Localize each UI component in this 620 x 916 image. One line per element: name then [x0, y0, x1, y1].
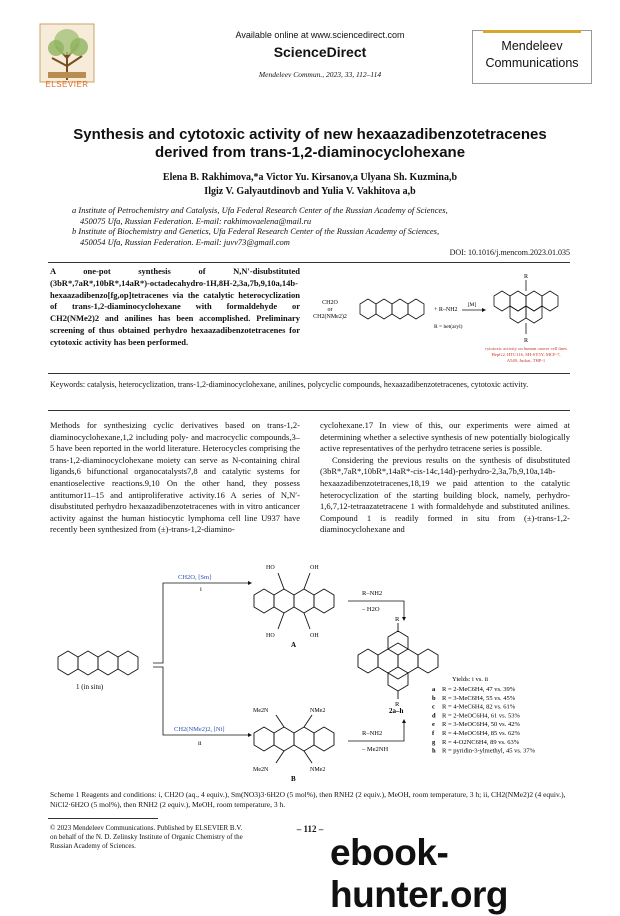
- product-label-r-bottom: R: [395, 701, 400, 708]
- toc-arrowhead: [482, 308, 486, 312]
- body-right-paragraph2: Considering the previous results on the synthesis of disubstituted (3bR*,7aR*,10bR*,14aR*-cis-14c,14d)-perhydro-2,3a,7b,9,10a,14b-hexaazadibenzotetracenes,18,19 we paid attention to the catalytic heterocyclization of the starting building block, namely, perhydro-1,6,7,12-tetraazatetracene 1 with formaldehyde and substituted anilines. Compound 1 is readily formed in situ from (±)-trans-1,2-diaminocyclohexane and: [320, 454, 570, 535]
- affiliation-a-line2[interactable]: 450075 Ufa, Russian Federation. E-mail: rakhimovaelena@mail.ru: [80, 216, 312, 226]
- toc-reactant-structure: [360, 299, 424, 319]
- B-label-me2n-bottom: Me2N: [253, 767, 269, 773]
- step-a-loss: – H2O: [362, 606, 380, 613]
- graphical-abstract: [310, 266, 572, 370]
- yield-key: g: [432, 738, 436, 746]
- A-label-ho-bottom: HO: [266, 633, 275, 639]
- copyright-footer: [50, 824, 250, 851]
- condition-ii-reagent: CH2(NMe2)2, [Ni]: [174, 726, 225, 733]
- yield-entry: R = pyridin-3-ylmethyl, 45 vs. 37%: [442, 747, 536, 755]
- branch-line-ii: [153, 667, 248, 735]
- toc-activity-line3: A549, Jurkat, THP-1: [506, 358, 546, 363]
- toc-product-structure: [494, 280, 558, 334]
- scheme-caption: Scheme 1 Reagents and conditions: i, CH2O (aq., 4 equiv.), Sm(NO3)3·6H2O (5 mol%), then RNH2 (2 equiv.), MeOH, room temperature, 3 h; ii, CH2(NMe2)2 (4 equiv.), NiCl2·6H2O (5 mol%), then RNH2 (2 equiv.), MeOH, room temperature, 3 h.: [50, 790, 566, 809]
- toc-label-r-bottom: R: [524, 338, 529, 344]
- condition-i-reagent: CH2O, [Sm]: [178, 574, 212, 581]
- toc-catalyst: [M]: [467, 302, 477, 308]
- journal-name-box: [472, 30, 592, 84]
- yield-entry: R = 4-MeOC6H4, 85 vs. 62%: [442, 730, 520, 737]
- journal-name-line1: Mendeleev: [501, 39, 563, 53]
- yield-entry: R = 2-MeOC6H4, 61 vs. 53%: [442, 712, 520, 720]
- step-b-loss: – Me2NH: [362, 746, 389, 753]
- article-title: [40, 126, 580, 162]
- arrowhead-from-A: [402, 617, 406, 621]
- yield-key: a: [432, 686, 436, 693]
- authors-line1: Elena B. Rakhimova,*a Victor Yu. Kirsanov,a Ulyana Sh. Kuzmina,b: [162, 172, 458, 183]
- product-2-structure: [358, 623, 438, 699]
- keywords: Keywords: catalysis, heterocyclization, trans-1,2-diaminocyclohexane, anilines, polycyclic compounds, hexaazadibenzotetracenes, cytotoxic activity.: [50, 380, 529, 389]
- title-line2: derived from trans-1,2-diaminocyclohexane: [154, 144, 466, 161]
- branch-line-i: [153, 583, 248, 663]
- authors-line2: Ilgiz V. Galyautdinovb and Yulia V. Vakhitova a,b: [204, 186, 416, 197]
- toc-reagent1: CH2O: [322, 300, 338, 306]
- body-left-column: [50, 420, 300, 536]
- body-right-paragraph1: cyclohexane.17 In view of this, our experiments were aimed at determining whether a selective synthesis of new potentially biologically active representatives of the perhydro tetracene series is possible.: [320, 420, 570, 454]
- journal-name-line2: Communications: [485, 56, 579, 70]
- yield-key: d: [432, 712, 436, 720]
- A-label-oh-bottom: OH: [310, 633, 319, 639]
- yield-entry: R = 3-MeC6H4, 55 vs. 45%: [442, 694, 516, 702]
- reaction-scheme: [48, 555, 578, 785]
- page-number: – 112 –: [296, 824, 324, 834]
- toc-plus-amine: + R–NH2: [434, 307, 458, 313]
- toc-activity-line1: cytotoxic activity on human cancer cell lines: [484, 346, 568, 351]
- yield-key: e: [432, 721, 435, 729]
- yield-key: h: [432, 747, 436, 755]
- body-left-paragraph: Methods for synthesizing cyclic derivatives based on trans-1,2-diaminocyclohexane,1,2 including poly- and macrocyclic compounds,3–5 have been reported in the world literature. Heterocycles comprising the trans-1,2-diaminocyclohexane moiety can serve as N-containing chiral ligands,6 bifunctional organocatalysts7,8 and catalytic systems for enantioselective reactions.9,10 On the other hand, they possess antitumor11–15 and antiproliferative activity.16 A series of N,N′-disubstituted perhydro hexaazadibenzotetracenes with in vitro anticancer activity against the human histiocytic lymphoma cell line U937 have recently been synthesized from (±)-trans-1,2-diamino-: [50, 420, 300, 535]
- sciencedirect-brand[interactable]: ScienceDirect: [273, 44, 367, 60]
- affiliation-b: [72, 226, 572, 248]
- step-a-reagent: R–NH2: [362, 590, 383, 597]
- abstract-text: A one-pot synthesis of N,N′-disubstituted (3bR*,7aR*,10bR*,14aR*)-octadecahydro-1H,8H-2,3a,7b,9,10a,14b-hexaazadibenzo[fg,op]tetracenes via the catalytic heterocyclization of trans-1,2-diaminocyclohexane with formaldehyde or CH2(NMe2)2 and anilines has been accomplished. Preliminary screening of thus obtained perhydro hexaazadibenzotetracenes for cytotoxic activity has been performed.: [50, 266, 300, 347]
- label-compound-1: 1 (in situ): [76, 683, 104, 691]
- label-product-2: 2a–h: [389, 707, 404, 715]
- branch-arrowhead-ii: [248, 733, 252, 737]
- product-label-r-top: R: [395, 616, 400, 623]
- step-b-reagent: R–NH2: [362, 730, 383, 737]
- author-list: [40, 171, 580, 199]
- yields-list: [432, 686, 536, 755]
- title-line1: Synthesis and cytotoxic activity of new hexaazadibenzotetracenes: [73, 126, 547, 143]
- A-label-oh-top: OH: [310, 565, 319, 571]
- keywords-rule: [48, 410, 570, 411]
- affiliation-a-line1: a Institute of Petrochemistry and Catalysis, Ufa Federal Research Center of the Russian Academy of Sciences,: [72, 205, 448, 215]
- elsevier-tree-logo: [38, 22, 96, 86]
- compound-1-structure: [58, 651, 138, 675]
- yield-entry: R = 4-MeC6H4, 82 vs. 61%: [442, 703, 516, 711]
- affiliation-a: [72, 205, 572, 227]
- yield-key: b: [432, 694, 436, 702]
- yield-key: c: [432, 703, 435, 711]
- abstract-top-rule: [48, 262, 570, 263]
- elsevier-wordmark: ELSEVIER: [45, 80, 89, 89]
- B-label-nme2-bottom: NMe2: [310, 767, 326, 773]
- toc-r-definition: R = het(aryl): [434, 324, 463, 330]
- doi-link[interactable]: DOI: 10.1016/j.mencom.2023.01.035: [449, 248, 570, 257]
- yield-entry: R = 3-MeOC6H4, 50 vs. 42%: [442, 721, 520, 729]
- yield-entry: R = 2-MeC6H4, 47 vs. 39%: [442, 686, 516, 693]
- toc-activity-line2: HepG2, HTC116, SH-SY5Y, MCF-7,: [491, 352, 561, 357]
- available-online-text[interactable]: Available online at www.sciencedirect.com: [235, 30, 405, 40]
- copyright-line1: © 2023 Mendeleev Communications. Published by ELSEVIER B.V.: [50, 824, 243, 832]
- copyright-line3: Russian Academy of Sciences.: [50, 842, 136, 850]
- label-intermediate-A: A: [291, 641, 297, 649]
- intermediate-B-structure: [254, 715, 334, 763]
- toc-label-r-top: R: [524, 274, 529, 280]
- condition-i-label: i: [200, 586, 202, 593]
- branch-arrowhead-i: [248, 581, 252, 585]
- journal-box-accent: [483, 30, 581, 33]
- arrowhead-from-B: [402, 719, 406, 723]
- yields-title: Yields: i vs. ii: [452, 676, 489, 683]
- body-right-column: [320, 420, 570, 536]
- intermediate-A-structure: [254, 573, 334, 629]
- A-label-ho-top: HO: [266, 565, 275, 571]
- watermark-text: ebook-hunter.org: [330, 832, 508, 915]
- toc-reagent-or: or: [327, 307, 333, 313]
- copyright-line2: on behalf of the N. D. Zelinsky Institute of Organic Chemistry of the: [50, 833, 243, 841]
- yield-key: f: [432, 730, 435, 737]
- B-label-nme2-top: NMe2: [310, 708, 326, 714]
- abstract-bottom-rule: [48, 373, 570, 374]
- affiliation-b-line1: b Institute of Biochemistry and Genetics, Ufa Federal Research Center of the Russian Academy of Sciences,: [72, 226, 440, 236]
- condition-ii-label: ii: [198, 740, 202, 747]
- affiliation-b-line2[interactable]: 450054 Ufa, Russian Federation. E-mail: juvv73@gmail.com: [80, 237, 290, 247]
- footer-rule: [48, 818, 158, 819]
- journal-citation: Mendeleev Commun., 2023, 33, 112–114: [258, 70, 382, 79]
- B-label-me2n-top: Me2N: [253, 708, 269, 714]
- label-intermediate-B: B: [291, 775, 296, 783]
- toc-reagent2: CH2(NMe2)2: [313, 314, 347, 320]
- yield-entry: R = 4-O2NC6H4, 89 vs. 63%: [442, 738, 520, 746]
